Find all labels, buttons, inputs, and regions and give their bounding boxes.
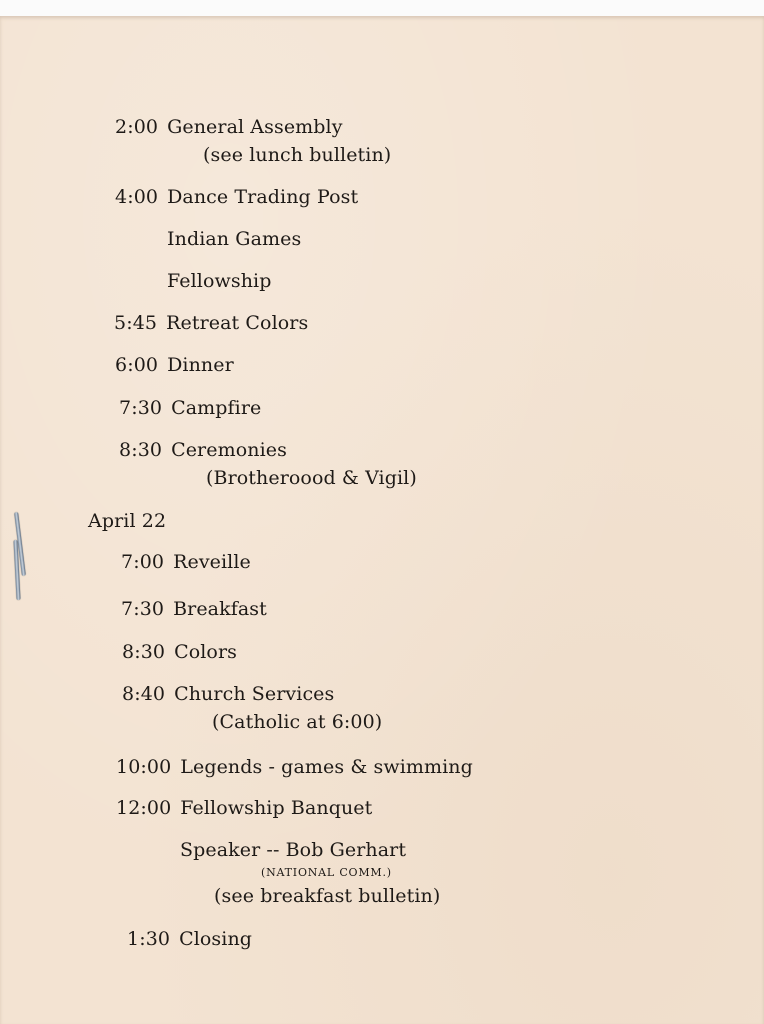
entry-time: 7:30 <box>119 397 163 419</box>
schedule-entry <box>114 311 308 335</box>
schedule-entry <box>115 353 234 377</box>
entry-event: Fellowship Banquet <box>180 797 373 819</box>
schedule-entry <box>119 396 261 420</box>
entry-note: (see lunch bulletin) <box>203 144 392 166</box>
entry-time: 10:00 <box>116 756 172 778</box>
speaker-line: Speaker -- Bob Gerhart <box>180 839 407 861</box>
entry-event: General Assembly <box>167 116 343 138</box>
entry-time: 1:30 <box>127 928 171 950</box>
entry-event: Campfire <box>171 397 262 419</box>
entry-event: Church Services <box>174 683 335 705</box>
schedule-entry <box>121 597 267 621</box>
entry-event: Ceremonies <box>171 439 287 461</box>
entry-time: 8:30 <box>122 641 166 663</box>
entry-time: 7:30 <box>121 598 165 620</box>
schedule-entry <box>121 550 251 574</box>
entry-event: Dinner <box>167 354 234 376</box>
entry-time: 7:00 <box>121 551 165 573</box>
schedule-entry <box>122 682 334 706</box>
schedule-entry <box>127 927 252 951</box>
program-page <box>0 16 764 1024</box>
speaker-title: (NATIONAL COMM.) <box>261 866 392 879</box>
schedule-entry <box>122 640 237 664</box>
entry-event: Reveille <box>173 551 251 573</box>
entry-time: 8:40 <box>122 683 166 705</box>
entry-event: Dance Trading Post <box>167 186 359 208</box>
entry-event: Legends - games & swimming <box>180 756 473 778</box>
entry-note: (Catholic at 6:00) <box>212 711 383 733</box>
schedule-entry <box>116 755 473 779</box>
entry-event: Retreat Colors <box>166 312 309 334</box>
schedule-entry <box>115 115 343 139</box>
entry-note: (Brotheroood & Vigil) <box>206 467 417 489</box>
entry-note: (see breakfast bulletin) <box>214 885 441 907</box>
entry-event: Fellowship <box>167 270 272 292</box>
entry-time: 6:00 <box>115 354 159 376</box>
entry-time: 4:00 <box>115 186 159 208</box>
entry-event: Colors <box>174 641 238 663</box>
entry-time: 12:00 <box>116 797 172 819</box>
entry-event: Closing <box>179 928 253 950</box>
schedule-entry <box>115 185 358 209</box>
entry-event: Breakfast <box>173 598 267 620</box>
entry-time: 2:00 <box>115 116 159 138</box>
schedule-entry <box>119 438 287 462</box>
entry-time: 5:45 <box>114 312 158 334</box>
entry-event: Indian Games <box>167 228 302 250</box>
date-heading: April 22 <box>88 510 167 532</box>
schedule-entry <box>116 796 372 820</box>
entry-time: 8:30 <box>119 439 163 461</box>
